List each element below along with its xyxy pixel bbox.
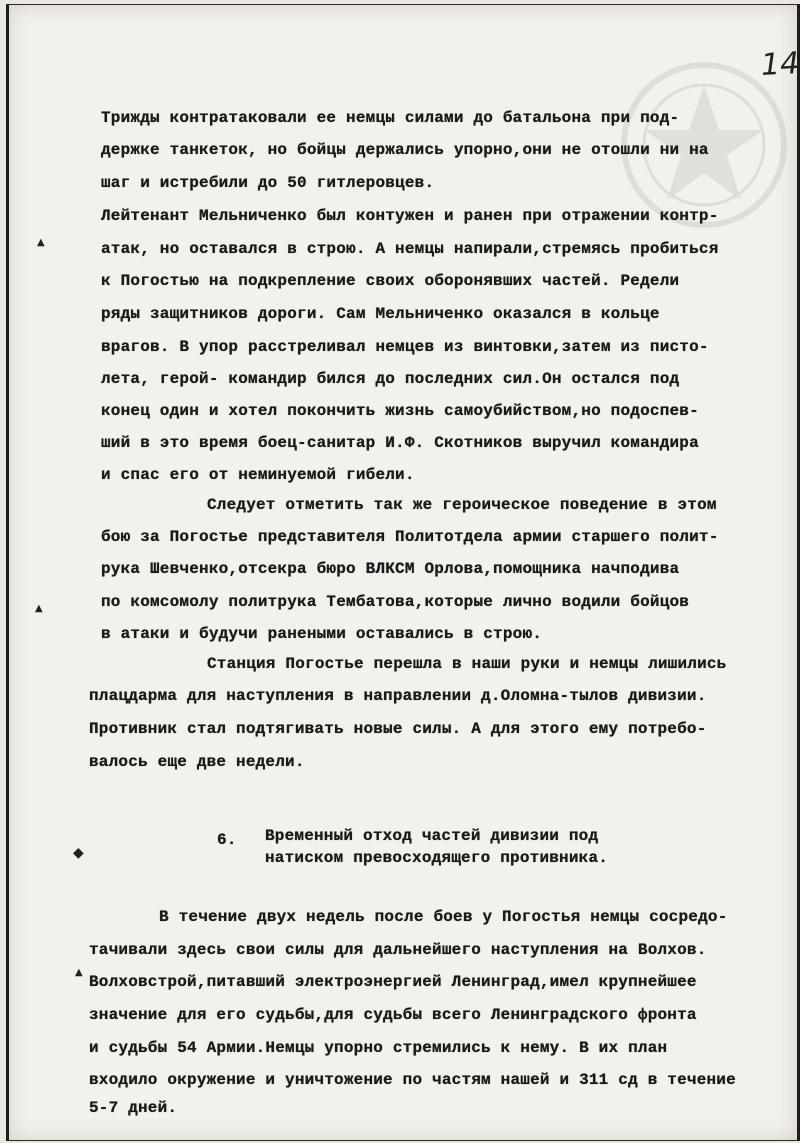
text-line: значение для его судьбы,для судьбы всего Ленинградского фронта [89,1006,697,1024]
text-line: плацдарма для наступления в направлении д.Оломна-тылов дивизии. [89,687,707,705]
text-line: ряды защитников дороги. Сам Мельниченко оказался в кольце [101,305,660,323]
margin-mark-icon: ▲ [35,603,43,614]
text-line: и судьбы 54 Армии.Немцы упорно стремились к нему. В их план [89,1039,668,1057]
section-title [265,825,608,869]
section-number: 6. [217,831,237,849]
text-line: в атаки и будучи ранеными оставались в строю. [101,625,543,643]
text-line: конец один и хотел покончить жизнь самоубийством,но подоспев- [101,402,699,420]
text-line: тачивали здесь свои силы для дальнейшего наступления на Волхов. [89,941,707,959]
text-line: врагов. В упор расстреливал немцев из винтовки,затем из писто- [101,338,709,356]
text-line: шаг и истребили до 50 гитлеровцев. [101,174,435,192]
text-line: бою за Погостье представителя Политотдела армии старшего полит- [101,528,719,546]
text-line: Следует отметить так же героическое поведение в этом [207,496,717,514]
margin-mark-icon: ◆ [73,845,84,861]
text-line: к Погостью на подкрепление своих оборонявших частей. Редели [101,272,680,290]
text-line: валось еще две недели. [89,753,305,771]
text-line: держке танкеток, но бойцы держались упорно,они не отошли ни на [101,141,709,159]
text-line: Волховстрой,питавший электроэнергией Ленинград,имел крупнейшее [89,973,697,991]
text-line: Противник стал подтягивать новые силы. А для этого ему потребо- [89,720,707,738]
text-line: лета, герой- командир бился до последних сил.Он остался под [101,370,680,388]
text-line: входило окружение и уничтожение по частям нашей и 311 сд в течение [89,1071,736,1089]
text-line: атак, но оставался в строю. А немцы напирали,стремясь пробиться [101,240,719,258]
margin-mark-icon: ▲ [75,967,83,978]
text-line: Трижды контратаковали ее немцы силами до батальона при под- [101,109,680,127]
text-line: В течение двух недель после боев у Погостья немцы сосредо- [159,908,728,926]
section-title-line: Временный отход частей дивизии под [265,827,599,845]
margin-mark-icon: ▲ [37,237,45,248]
text-line: 5-7 дней. [89,1099,178,1117]
section-title-line: натиском превосходящего противника. [265,849,609,867]
text-line: ший в это время боец-санитар И.Ф. Скотников выручил командира [101,434,699,452]
page-number: 14 [760,46,800,83]
text-line: Станция Погостье перешла в наши руки и немцы лишились [207,655,727,673]
text-line: и спас его от неминуемой гибели. [101,466,415,484]
document-page [6,4,800,1141]
text-line: рука Шевченко,отсекра бюро ВЛКСМ Орлова,помощника начподива [101,560,680,578]
text-line: по комсомолу политрука Тембатова,которые лично водили бойцов [101,593,690,611]
text-line: Лейтенант Мельниченко был контужен и ранен при отражении контр- [101,207,719,225]
